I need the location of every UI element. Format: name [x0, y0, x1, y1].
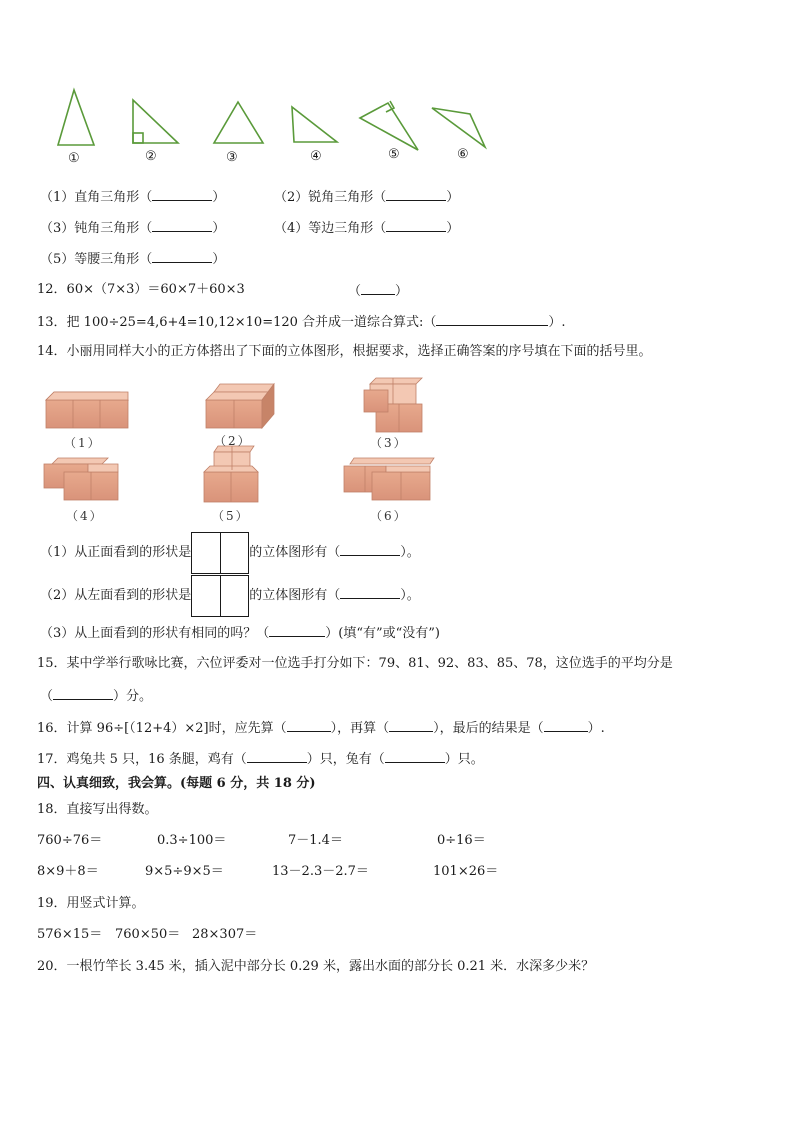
answer-blank[interactable] — [340, 542, 400, 556]
q14-sub3: （3）从上面看到的形状有相同的吗？（ ）(填“有”或“没有”) — [40, 623, 440, 643]
cube-figure-6 — [344, 458, 434, 500]
q19-title: 19．用竖式计算。 — [37, 896, 145, 911]
q18-r2-c2: 9×5÷9×5＝ — [145, 864, 224, 879]
answer-blank[interactable] — [152, 249, 212, 263]
front-view-shape — [191, 532, 249, 574]
triangle-label-3: ③ — [226, 150, 238, 165]
section-4-heading: 四、认真细致，我会算。(每题 6 分，共 18 分) — [37, 776, 316, 791]
q11-item-4: （4）等边三角形（ ） — [274, 218, 459, 238]
answer-blank[interactable] — [385, 749, 445, 763]
q18-r2-c1: 8×9＋8＝ — [37, 864, 99, 879]
q18-r1-c4: 0÷16＝ — [437, 833, 486, 848]
answer-blank[interactable] — [287, 718, 331, 732]
q14-sub2: （2）从左面看到的形状是 的立体图形有（ ）。 — [40, 574, 420, 618]
triangle-label-1: ① — [68, 151, 80, 166]
q15-answer: （ ）分。 — [40, 686, 152, 706]
q18-r2-c4: 101×26＝ — [433, 864, 499, 879]
triangle-4 — [292, 107, 337, 142]
q12-answer: （ ） — [348, 281, 408, 301]
q19-c3: 28×307＝ — [192, 927, 258, 942]
left-view-shape — [191, 575, 249, 617]
q14-text: 14．小丽用同样大小的正方体搭出了下面的立体图形，根据要求，选择正确答案的序号填在下面的括号里。 — [37, 344, 652, 359]
answer-blank[interactable] — [386, 218, 446, 232]
cube-figure-2 — [206, 384, 274, 428]
cube-caption-2: （2） — [214, 434, 252, 448]
q20: 20．一根竹竿长 3.45 米，插入泥中部分长 0.29 米，露出水面的部分长 0.21 米．水深多少米？ — [37, 959, 595, 974]
q12: 12．60×（7×3）＝60×7＋60×3 — [37, 282, 245, 297]
answer-blank[interactable] — [53, 686, 113, 700]
answer-blank[interactable] — [152, 218, 212, 232]
triangle-2 — [133, 100, 178, 143]
cube-caption-1: （1） — [64, 436, 102, 450]
answer-blank[interactable] — [386, 187, 446, 201]
triangle-label-4: ④ — [310, 149, 322, 164]
cube-figure-1 — [46, 392, 128, 428]
answer-blank[interactable] — [340, 585, 400, 599]
q19-c1: 576×15＝ — [37, 927, 103, 942]
cube-caption-6: （6） — [370, 509, 408, 523]
q18-r1-c3: 7－1.4＝ — [288, 833, 343, 848]
answer-blank[interactable] — [247, 749, 307, 763]
answer-blank[interactable] — [152, 187, 212, 201]
q17: 17．鸡兔共 5 只，16 条腿，鸡有（ ）只，兔有（ ）只。 — [37, 749, 484, 769]
triangle-label-2: ② — [145, 149, 157, 164]
q11-item-2: （2）锐角三角形（ ） — [274, 187, 459, 207]
triangle-6 — [432, 108, 485, 147]
answer-blank[interactable] — [361, 281, 395, 295]
triangle-3 — [214, 102, 263, 143]
cube-caption-5: （5） — [212, 509, 250, 523]
q13: 13．把 100÷25=4,6+4=10,12×10=120 合并成一道综合算式:（ ）. — [37, 312, 566, 332]
q18-r1-c1: 760÷76＝ — [37, 833, 103, 848]
q19-c2: 760×50＝ — [115, 927, 181, 942]
triangle-label-6: ⑥ — [457, 147, 469, 162]
q11-item-1: （1）直角三角形（ ） — [40, 187, 225, 207]
q15-text: 15．某中学举行歌咏比赛，六位评委对一位选手打分如下：79、81、92、83、85、78，这位选手的平均分是 — [37, 656, 673, 671]
answer-blank[interactable] — [389, 718, 433, 732]
answer-blank[interactable] — [544, 718, 588, 732]
triangle-1 — [58, 90, 94, 145]
cube-figure-3 — [364, 378, 422, 432]
cube-figure-5 — [204, 446, 258, 502]
triangle-label-5: ⑤ — [388, 147, 400, 162]
q16: 16．计算 96÷[（12+4）×2]时，应先算（ ），再算（ ），最后的结果是（ ）. — [37, 718, 605, 738]
q18-r2-c3: 13－2.3－2.7＝ — [272, 864, 369, 879]
q18-title: 18．直接写出得数。 — [37, 802, 158, 817]
cube-caption-4: （4） — [66, 509, 104, 523]
answer-blank[interactable] — [436, 312, 548, 326]
triangles-figure — [0, 0, 794, 170]
q18-r1-c2: 0.3÷100＝ — [157, 833, 227, 848]
q11-item-5: （5）等腰三角形（ ） — [40, 249, 225, 269]
cube-figure-4 — [44, 458, 118, 500]
answer-blank[interactable] — [269, 623, 325, 637]
right-angle-mark-2 — [133, 133, 143, 143]
cube-caption-3: （3） — [370, 436, 408, 450]
q14-sub1: （1）从正面看到的形状是 的立体图形有（ ）。 — [40, 531, 420, 575]
q11-item-3: （3）钝角三角形（ ） — [40, 218, 225, 238]
